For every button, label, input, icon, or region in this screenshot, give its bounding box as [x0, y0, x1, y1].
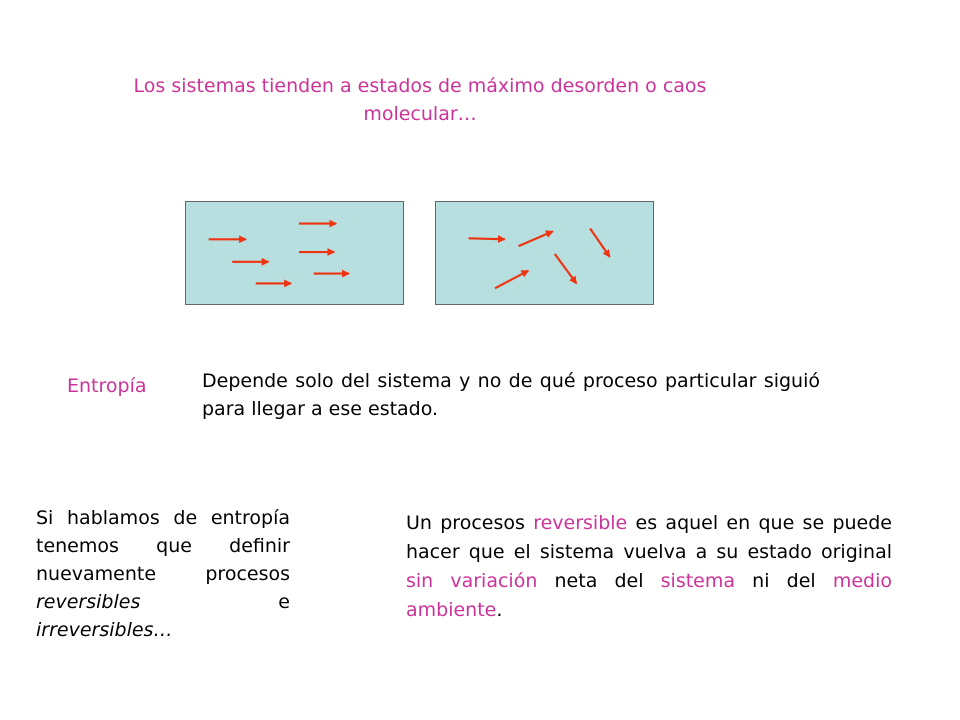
disordered-molecules-box [435, 201, 654, 305]
text-part: . [496, 599, 503, 621]
arrow [519, 231, 553, 246]
irreversibles-term: irreversibles… [36, 619, 173, 641]
arrow [495, 271, 528, 289]
term-sin-variacion: sin variación [406, 570, 538, 592]
text-part: ni del [735, 570, 833, 592]
reversibility-intro [36, 504, 290, 644]
conjunction: e [140, 591, 290, 613]
text-part: es aquel en que se puede hacer que el sistema vuelva a su estado original [406, 512, 892, 563]
reversible-process-definition [406, 509, 892, 625]
ordered-arrows [186, 202, 403, 304]
arrow [590, 228, 610, 256]
entropy-label: Entropía [67, 375, 147, 397]
term-medio-ambiente: medio ambiente [406, 570, 892, 621]
title-line-1: Los sistemas tienden a estados de máximo desorden o caos [133, 75, 707, 97]
text-part: Un procesos [406, 512, 534, 534]
intro-text: Si hablamos de entropía tenemos que definir nuevamente procesos [36, 507, 290, 585]
title-line-2: molecular… [363, 103, 477, 125]
text-part: neta del [537, 570, 661, 592]
slide-title [60, 72, 780, 128]
reversibles-term: reversibles [36, 591, 141, 613]
entropy-definition: Depende solo del sistema y no de qué proceso particular siguió para llegar a ese estado. [202, 370, 820, 420]
disordered-arrows [436, 202, 653, 304]
term-reversible: reversible [533, 512, 628, 534]
term-sistema: sistema [660, 570, 736, 592]
ordered-molecules-box [185, 201, 404, 305]
arrow [555, 254, 577, 283]
arrow [468, 238, 504, 239]
